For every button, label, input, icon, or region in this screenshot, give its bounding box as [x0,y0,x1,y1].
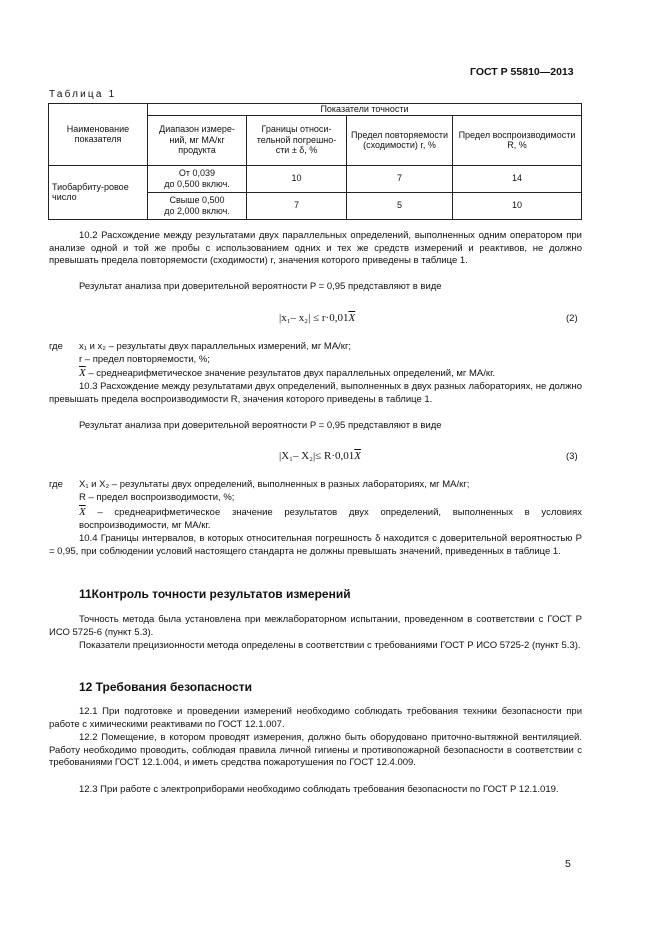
where-item: $\overline{X}$ – среднеарифметическое значение результатов двух определений, выполненных в условиях воспроизводимости, мг МА/кг. [79,506,582,531]
paragraph-10-3: 10.3 Расхождение между результатами двух определений, выполненных в двух разных лабораториях, не должно превышать предела воспроизводимости R, значения которого приведены в таблице 1. [49,381,582,405]
delta-cell: 7 [247,192,347,219]
col-R-header: Предел воспроизводимости R, % [453,115,582,165]
formula-2-number: (2) [566,313,578,324]
where-label: где [49,341,63,352]
R-cell: 10 [453,192,582,219]
paragraph-10-2: 10.2 Расхождение между результатами двух параллельных определений, выполненных одним оператором при анализе одной и той же пробы с использованием одних и тех же средств измерений и реактивов, не должно превышать предела повторяемости (сходимости) r, значения которого приведены в таблице 1. [49,230,582,266]
formula-3-number: (3) [566,451,578,462]
where-item: R – предел воспроизводимости, %; [79,492,235,503]
paragraph-11a: Точность метода была установлена при межлабораторном испытании, проведенном в соответствии с ГОСТ Р ИСО 5725-6 (пункт 5.3). [49,614,582,638]
range-cell: От 0,039 до 0,500 включ. [148,165,247,192]
col-range-header: Диапазон измере-ний, мг МА/кг продукта [148,115,247,165]
accuracy-table [48,103,582,220]
row-name: Тиобарбиту-ровое число [49,165,148,219]
group-header: Показатели точности [148,104,582,116]
paragraph-12-2: 12.2 Помещение, в котором проводят измерения, должно быть оборудовано приточно-вытяжной вентиляцией. Работу необходимо проводить, соблюдая правила личной гигиены и противопожарной безопасности в соответствии с требованиями ГОСТ 12.1.004, и иметь средства пожаротушения по ГОСТ 12.4.009. [49,732,582,768]
paragraph-11b: Показатели прецизионности метода определены в соответствии с требованиями ГОСТ Р ИСО 5725-2 (пункт 5.3). [79,640,581,651]
section-11-heading: 11Контроль точности результатов измерений [79,587,351,601]
paragraph-10-4: 10.4 Границы интервалов, в которых относительная погрешность δ находится с доверительной вероятностью P = 0,95, при соблюдении условий настоящего стандарта не должны превышать значений, приведенных в таблице 1. [49,533,582,557]
range-cell: Свыше 0,500 до 2,000 включ. [148,192,247,219]
where-item: x₁ и x₂ – результаты двух параллельных измерений, мг МА/кг; [79,341,352,352]
col-r-header: Предел повторяемости (сходимости) r, % [347,115,453,165]
page-number: 5 [565,858,571,870]
formula-2: |x₁– $x_2| \le r\cdot 0,01\overline{X}$ [279,312,356,324]
where-item: r – предел повторяемости, %; [79,354,210,365]
r-cell: 7 [347,165,453,192]
r-cell: 5 [347,192,453,219]
where-label: где [49,479,63,490]
document-id: ГОСТ Р 55810—2013 [470,66,574,78]
paragraph-12-1: 12.1 При подготовке и проведении измерений необходимо соблюдать требования техники безопасности при работе с химическими реактивами по ГОСТ 12.1.007. [49,706,582,730]
R-cell: 14 [453,165,582,192]
where-item: $\overline{X}$ – среднеарифметическое значение результатов двух параллельных определений, мг МА/кг. [79,367,496,379]
section-12-heading: 12 Требования безопасности [79,680,253,694]
paragraph-10-2b: Результат анализа при доверительной вероятности P = 0,95 представляют в виде [79,281,442,292]
formula-3: |X₁– $X_2|\le R\cdot 0,01\overline{X}$ [279,450,361,462]
paragraph-10-3b: Результат анализа при доверительной вероятности P = 0,95 представляют в виде [79,420,442,431]
table-caption: Таблица 1 [49,89,117,100]
col-name-header: Наименование показателя [49,104,148,166]
col-delta-header: Границы относи-тельной погрешно-сти ± δ, % [247,115,347,165]
delta-cell: 10 [247,165,347,192]
table-row [49,165,582,192]
paragraph-12-3: 12.3 При работе с электроприборами необходимо соблюдать требования безопасности по ГОСТ Р 12.1.019. [79,784,559,795]
where-item: X₁ и X₂ – результаты двух определений, выполненных в разных лабораториях, мг МА/кг; [79,479,470,490]
